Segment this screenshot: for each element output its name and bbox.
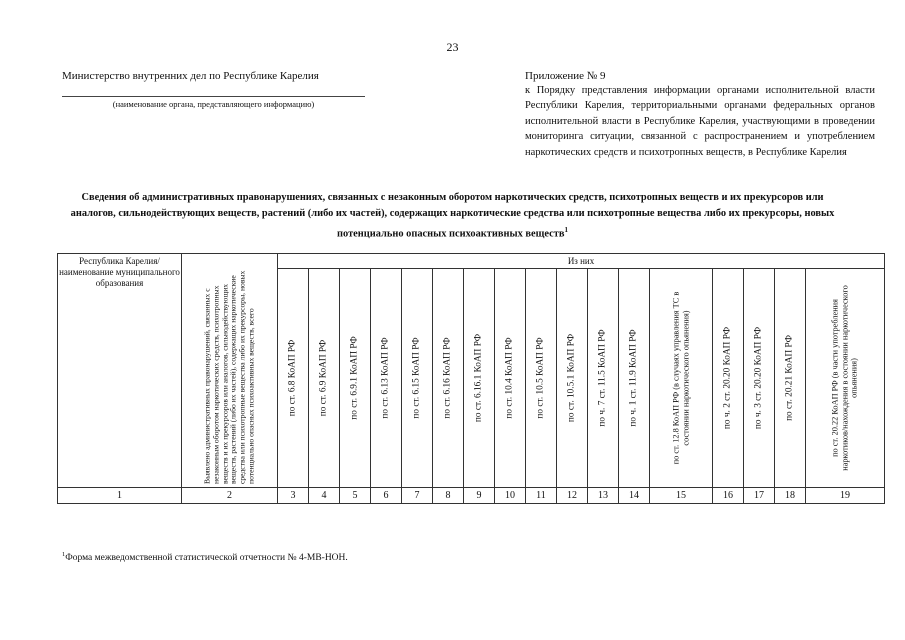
column-header: по ч. 1 ст. 11.9 КоАП РФ [628,329,639,427]
column-header-cell [278,269,309,488]
column-number: 9 [464,488,495,504]
column-number: 16 [713,488,744,504]
column-header-cell [433,269,464,488]
total-header: Выявлено административных правонарушений, связанных с незаконным оборотом наркотических средств, психотропных веществ и их прекурсоров или аналогов, сильнодействующих веществ, растений (либо их частей), содержащих наркотические средства или психотропные вещества либо их прекурсоры, новых потенциально опасных психоактивных веществ, всего [202,270,256,484]
column-number: 6 [371,488,402,504]
column-header: по ст. 10.4 КоАП РФ [504,337,515,419]
column-number: 5 [340,488,371,504]
footnote [62,551,348,563]
column-header-cell [713,269,744,488]
column-header: по ч. 7 ст. 11.5 КоАП РФ [597,329,608,427]
column-header: по ст. 6.13 КоАП РФ [380,337,391,419]
column-number: 2 [182,488,278,504]
column-number: 15 [650,488,713,504]
column-number: 8 [433,488,464,504]
column-number: 7 [402,488,433,504]
column-header: по ст. 20.22 КоАП РФ (в части употребления наркотиков/нахождения в состоянии наркотического опьянения) [830,285,859,471]
column-header: по ст. 6.16 КоАП РФ [442,337,453,419]
column-header: по ст. 6.9.1 КоАП РФ [349,336,360,420]
column-header-cell [495,269,526,488]
column-number: 18 [775,488,806,504]
footnote-text: Форма межведомственной статистической отчетности № 4-МВ-НОН. [65,553,348,564]
column-number: 13 [588,488,619,504]
column-header-cell [744,269,775,488]
column-number: 3 [278,488,309,504]
column-number: 14 [619,488,650,504]
column-header: по ст. 6.15 КоАП РФ [411,337,422,419]
report-title [60,190,845,242]
appendix-text: к Порядку представления информации органами исполнительной власти Республики Карелия, территориальными органами федеральных органов исполнительной власти в Республике Карелия, участвующими в проведении мониторинга ситуации, связанной с распространением и употреблением наркотических средств и психотропных веществ, в Республике Карелия [525,85,875,158]
column-header: по ст. 10.5 КоАП РФ [535,337,546,419]
column-header-cell [619,269,650,488]
column-header-cell [526,269,557,488]
column-header: по ст. 20.21 КоАП РФ [784,335,795,421]
report-title-text: Сведения об административных правонарушениях, связанных с незаконным оборотом наркотических средств, психотропных веществ и их прекурсоров или аналогов, сильнодействующих веществ, растений (либо их частей), содержащих наркотические средства или психотропные вещества либо их прекурсоры, новых потенциально опасных психоактивных веществ [70,192,835,240]
org-caption: (наименование органа, представляющего информацию) [112,99,315,109]
column-header: по ст. 10.5.1 КоАП РФ [566,333,577,423]
column-header-cell [371,269,402,488]
column-header: по ст. 6.16.1 КоАП РФ [473,333,484,423]
page-number: 23 [446,40,459,54]
report-table [57,253,885,504]
column-number: 4 [309,488,340,504]
column-header: по ст. 6.9 КоАП РФ [318,339,329,417]
column-header-cell [464,269,495,488]
column-number: 12 [557,488,588,504]
column-header: по ст. 12.8 КоАП РФ (в случаях управления ТС в состоянии наркотического опьянения) [671,291,690,465]
column-header: по ч. 2 ст. 20.20 КоАП РФ [722,326,733,430]
column-header-cell [557,269,588,488]
column-header-cell [775,269,806,488]
column-header: по ч. 3 ст. 20.20 КоАП РФ [753,326,764,430]
column-header: по ст. 6.8 КоАП РФ [287,339,298,417]
appendix-title: Приложение № 9 [525,70,606,82]
region-header: Республика Карелия/ наименование муниципального образования [58,254,182,488]
report-title-footnote-mark: 1 [564,226,568,234]
org-underline [62,96,365,97]
column-header-cell [309,269,340,488]
column-number-row [58,488,885,504]
column-number: 19 [806,488,885,504]
column-header-cell [806,269,885,488]
column-header-cell [340,269,371,488]
column-number: 1 [58,488,182,504]
column-header-cell [402,269,433,488]
column-number: 11 [526,488,557,504]
column-header-cell [588,269,619,488]
column-number: 10 [495,488,526,504]
column-number: 17 [744,488,775,504]
total-header-cell [182,254,278,488]
org-name: Министерство внутренних дел по Республике Карелия [62,70,319,82]
column-header-cell [650,269,713,488]
subheader-iz-nikh: Из них [278,254,885,269]
footnote-mark: 1 [62,551,66,558]
